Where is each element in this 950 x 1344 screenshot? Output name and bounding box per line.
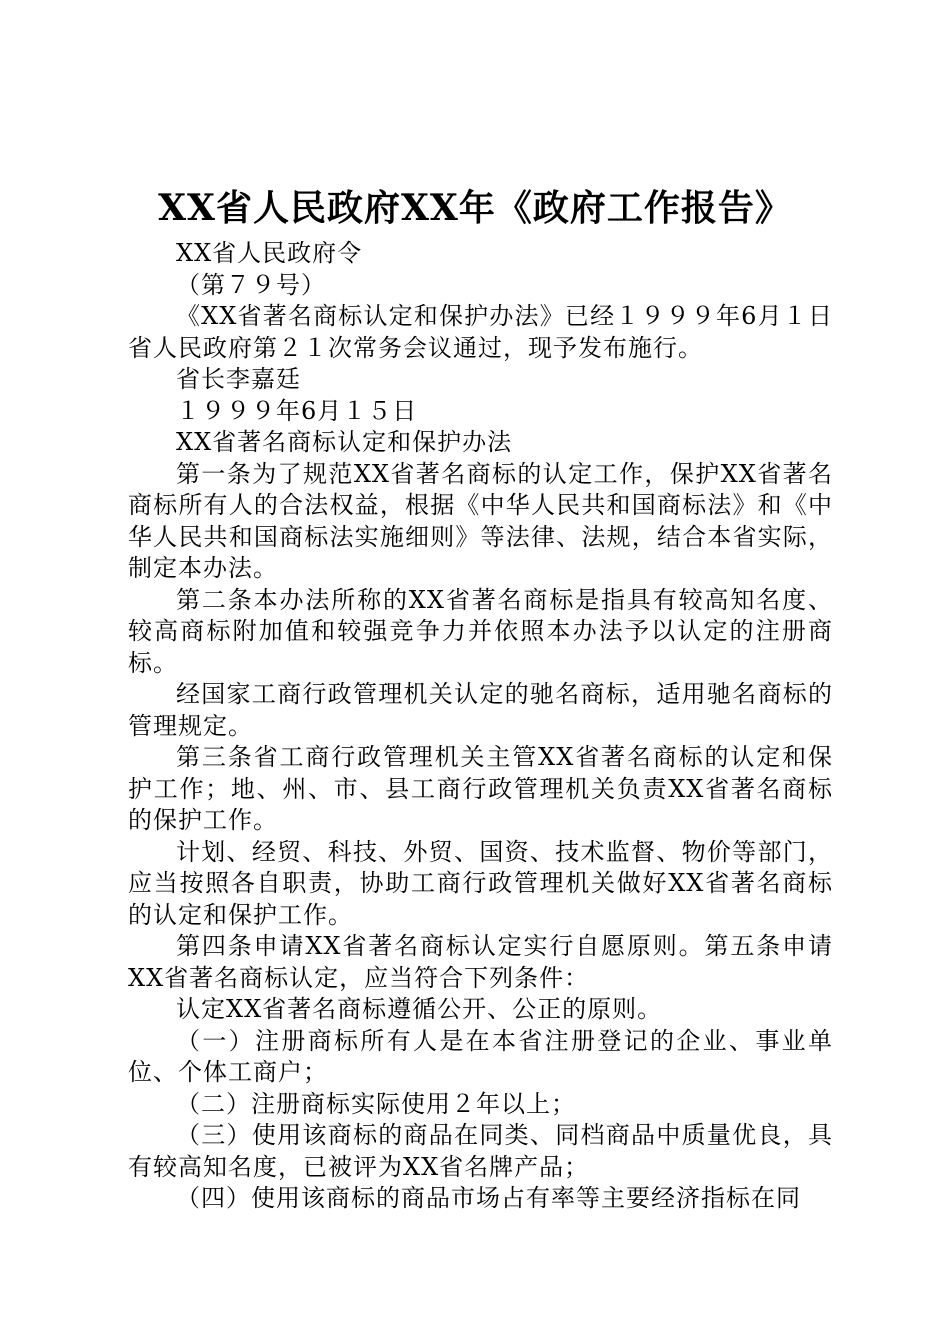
paragraph-principles: 认定XX省著名商标遵循公开、公正的原则。 <box>176 995 663 1023</box>
paragraph-article-1: 第一条为了规范XX省著名商标的认定工作，保护XX省著名商标所有人的合法权益，根据《中华人民共和国商标法》和《中华人民共和国商标法实施细则》等法律、法规，结合本省实际，制定本办法。 <box>128 459 833 582</box>
paragraph-measures-title: XX省著名商标认定和保护办法 <box>176 428 513 456</box>
paragraph-signatory: 省长李嘉廷 <box>176 365 301 393</box>
paragraph-date: １９９９年6月１５日 <box>176 396 418 425</box>
paragraph-promulgation: 《XX省著名商标认定和保护办法》已经１９９９年6月１日省人民政府第２１次常务会议通过，现予发布施行。 <box>128 302 833 362</box>
paragraph-assisting-departments: 计划、经贸、科技、外贸、国资、技术监督、物价等部门，应当按照各自职责，协助工商行政管理机关做好XX省著名商标的认定和保护工作。 <box>128 837 833 929</box>
paragraph-decree-number: （第７９号） <box>176 270 326 299</box>
paragraph-article-3: 第三条省工商行政管理机关主管XX省著名商标的认定和保护工作；地、州、市、县工商行政管理机关负责XX省著名商标的保护工作。 <box>128 743 833 834</box>
paragraph-well-known-marks: 经国家工商行政管理机关认定的驰名商标，适用驰名商标的管理规定。 <box>128 680 833 740</box>
paragraph-condition-3: （三）使用该商标的商品在同类、同档商品中质量优良，具有较高知名度，已被评为XX省名牌产品； <box>128 1121 833 1181</box>
paragraph-condition-1: （一）注册商标所有人是在本省注册登记的企业、事业单位、个体工商户； <box>128 1026 833 1086</box>
paragraph-article-2: 第二条本办法所称的XX省著名商标是指具有较高知名度、较高商标附加值和较强竞争力并依照本办法予以认定的注册商标。 <box>128 585 833 677</box>
paragraph-article-4-5: 第四条申请XX省著名商标认定实行自愿原则。第五条申请XX省著名商标认定，应当符合下列条件： <box>128 932 833 992</box>
paragraph-condition-4: （四）使用该商标的商品市场占有率等主要经济指标在同 <box>176 1184 801 1212</box>
paragraph-decree-issuer: XX省人民政府令 <box>176 239 363 267</box>
document-title: XX省人民政府XX年《政府工作报告》 <box>158 187 792 229</box>
paragraph-condition-2: （二）注册商标实际使用２年以上； <box>176 1089 576 1118</box>
document-body <box>128 238 833 1215</box>
